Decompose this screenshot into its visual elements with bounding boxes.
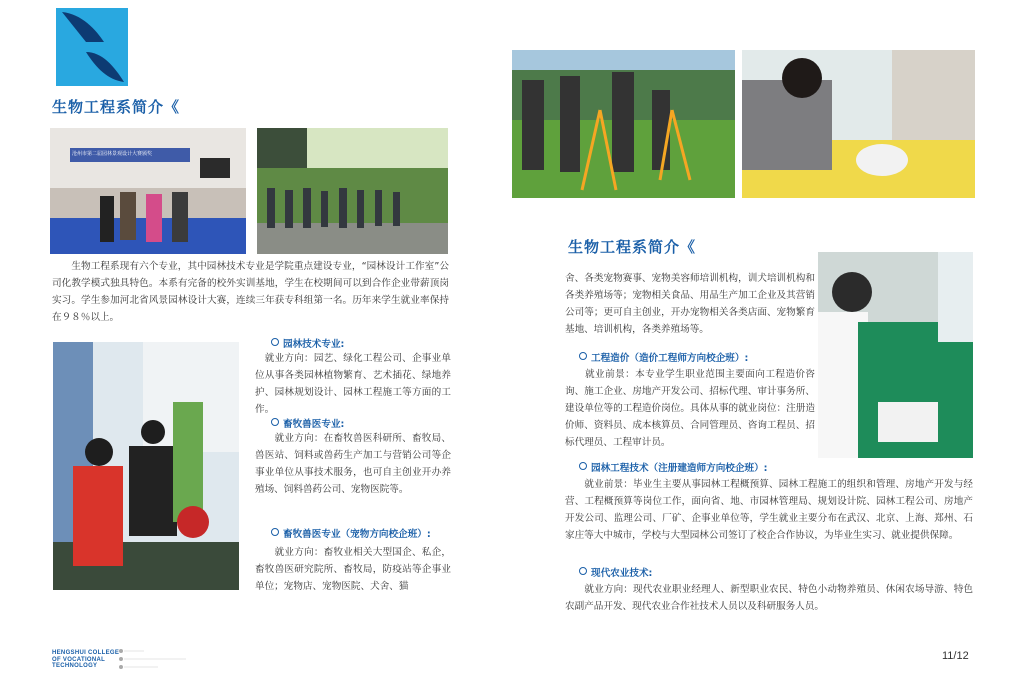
bullet-icon bbox=[579, 462, 587, 470]
right-page-title: 生物工程系简介《 bbox=[568, 238, 697, 256]
bullet-icon bbox=[271, 418, 279, 426]
section-body-landscape-tech: 就业方向：园艺、绿化工程公司、企事业单位从事各类园林植物繁育、艺术插花、绿地养护、园林规划设计、园林工程施工等方面的工作。 bbox=[255, 353, 451, 415]
page-number: 11/12 bbox=[942, 650, 969, 662]
left-page-title: 生物工程系简介《 bbox=[52, 98, 181, 116]
section-body-animal-husbandry: 就业方向：在畜牧兽医科研所、畜牧局、兽医站、饲料或兽药生产加工与营销公司等企事业单位从事技术服务，也可自主创业开办养殖场、饲料兽药公司、宠物医院等。 bbox=[255, 433, 451, 495]
section-heading-engineering-cost: 工程造价（造价工程师方向校企班）: bbox=[579, 350, 748, 364]
footer-college-name: HENGSHUI COLLEGE OF VOCATIONAL TECHNOLOGY bbox=[52, 650, 120, 669]
bullet-icon bbox=[271, 528, 279, 536]
photo-field-trip bbox=[257, 128, 448, 254]
department-intro: 生物工程系现有六个专业，其中园林技术专业是学院重点建设专业，“园林设计工作室”公司化教学模式独具特色。本系有完备的校外实训基地，学生在校期间可以到合作企业带薪顶岗实习。学生参加河北省风景园林设计大赛，连续三年获专科组第一名。历年来学生就业率保持在９８％以上。 bbox=[52, 261, 449, 323]
section-heading-landscape-engineering: 园林工程技术（注册建造师方向校企班）: bbox=[579, 460, 768, 474]
bullet-icon bbox=[579, 352, 587, 360]
photo-veterinary-surgery bbox=[818, 252, 973, 458]
section-body-landscape-engineering: 就业前景：毕业生主要从事园林工程概预算、园林工程施工的组织和管理、房地产开发与经营、工程概预算等岗位工作，面向省、地、市园林管理局、规划设计院、园林工程公司、房地产开发公司、监理公司、厂矿、企事业单位等，学生就业主要分布在武汉、北京、上海、郑州、石家庄等大中城市，学校与大型园林公司签订了校企合作协议，为毕业生实习、就业提供保障。 bbox=[565, 479, 973, 541]
section-heading-pet-program: 畜牧兽医专业（宠物方向校企班）: bbox=[271, 526, 431, 540]
pet-program-continuation: 舍、各类宠物赛事、宠物美容师培训机构，训犬培训机构和各类养殖场等；宠物相关食品、用品生产加工企业及其营销公司等；更可自主创业，开办宠物相关各类店面、宠物繁育基地、培训机构，各类养殖场等。 bbox=[565, 273, 815, 335]
section-body-pet-program: 就业方向：畜牧业相关大型国企、私企，畜牧兽医研究院所、畜牧局，防疫站等企事业单位；宠物店、宠物医院、犬舍、猫 bbox=[255, 547, 451, 592]
banner-text: 沧州市第二届园林景观设计大赛颁奖 bbox=[72, 151, 153, 157]
bullet-icon bbox=[271, 338, 279, 346]
section-body-engineering-cost: 就业前景：本专业学生职业范围主要面向工程造价咨询、施工企业、房地产开发公司、招标代理、审计事务所、建设单位等的工程造价岗位。具体从事的就业岗位：注册造价师、资料员、成本核算员、合同管理员、咨询工程员、招标代理员、工程审计员。 bbox=[565, 369, 815, 448]
section-heading-modern-agriculture: 现代农业技术: bbox=[579, 565, 652, 579]
section-heading-animal-husbandry: 畜牧兽医专业: bbox=[271, 416, 344, 430]
bullet-icon bbox=[579, 567, 587, 575]
college-logo bbox=[56, 8, 128, 86]
photo-award-ceremony bbox=[50, 128, 246, 254]
section-heading-landscape-tech: 园林技术专业: bbox=[271, 336, 344, 350]
photo-pet-grooming bbox=[742, 50, 975, 198]
photo-surveying-practice bbox=[512, 50, 735, 198]
photo-flower-arranging bbox=[53, 342, 239, 590]
section-body-modern-agriculture: 就业方向：现代农业职业经理人、新型职业农民、特色小动物养殖员、休闲农场导游、特色农副产品开发、现代农业合作社技术人员以及科研服务人员。 bbox=[565, 584, 973, 612]
footer-decoration bbox=[118, 648, 188, 670]
